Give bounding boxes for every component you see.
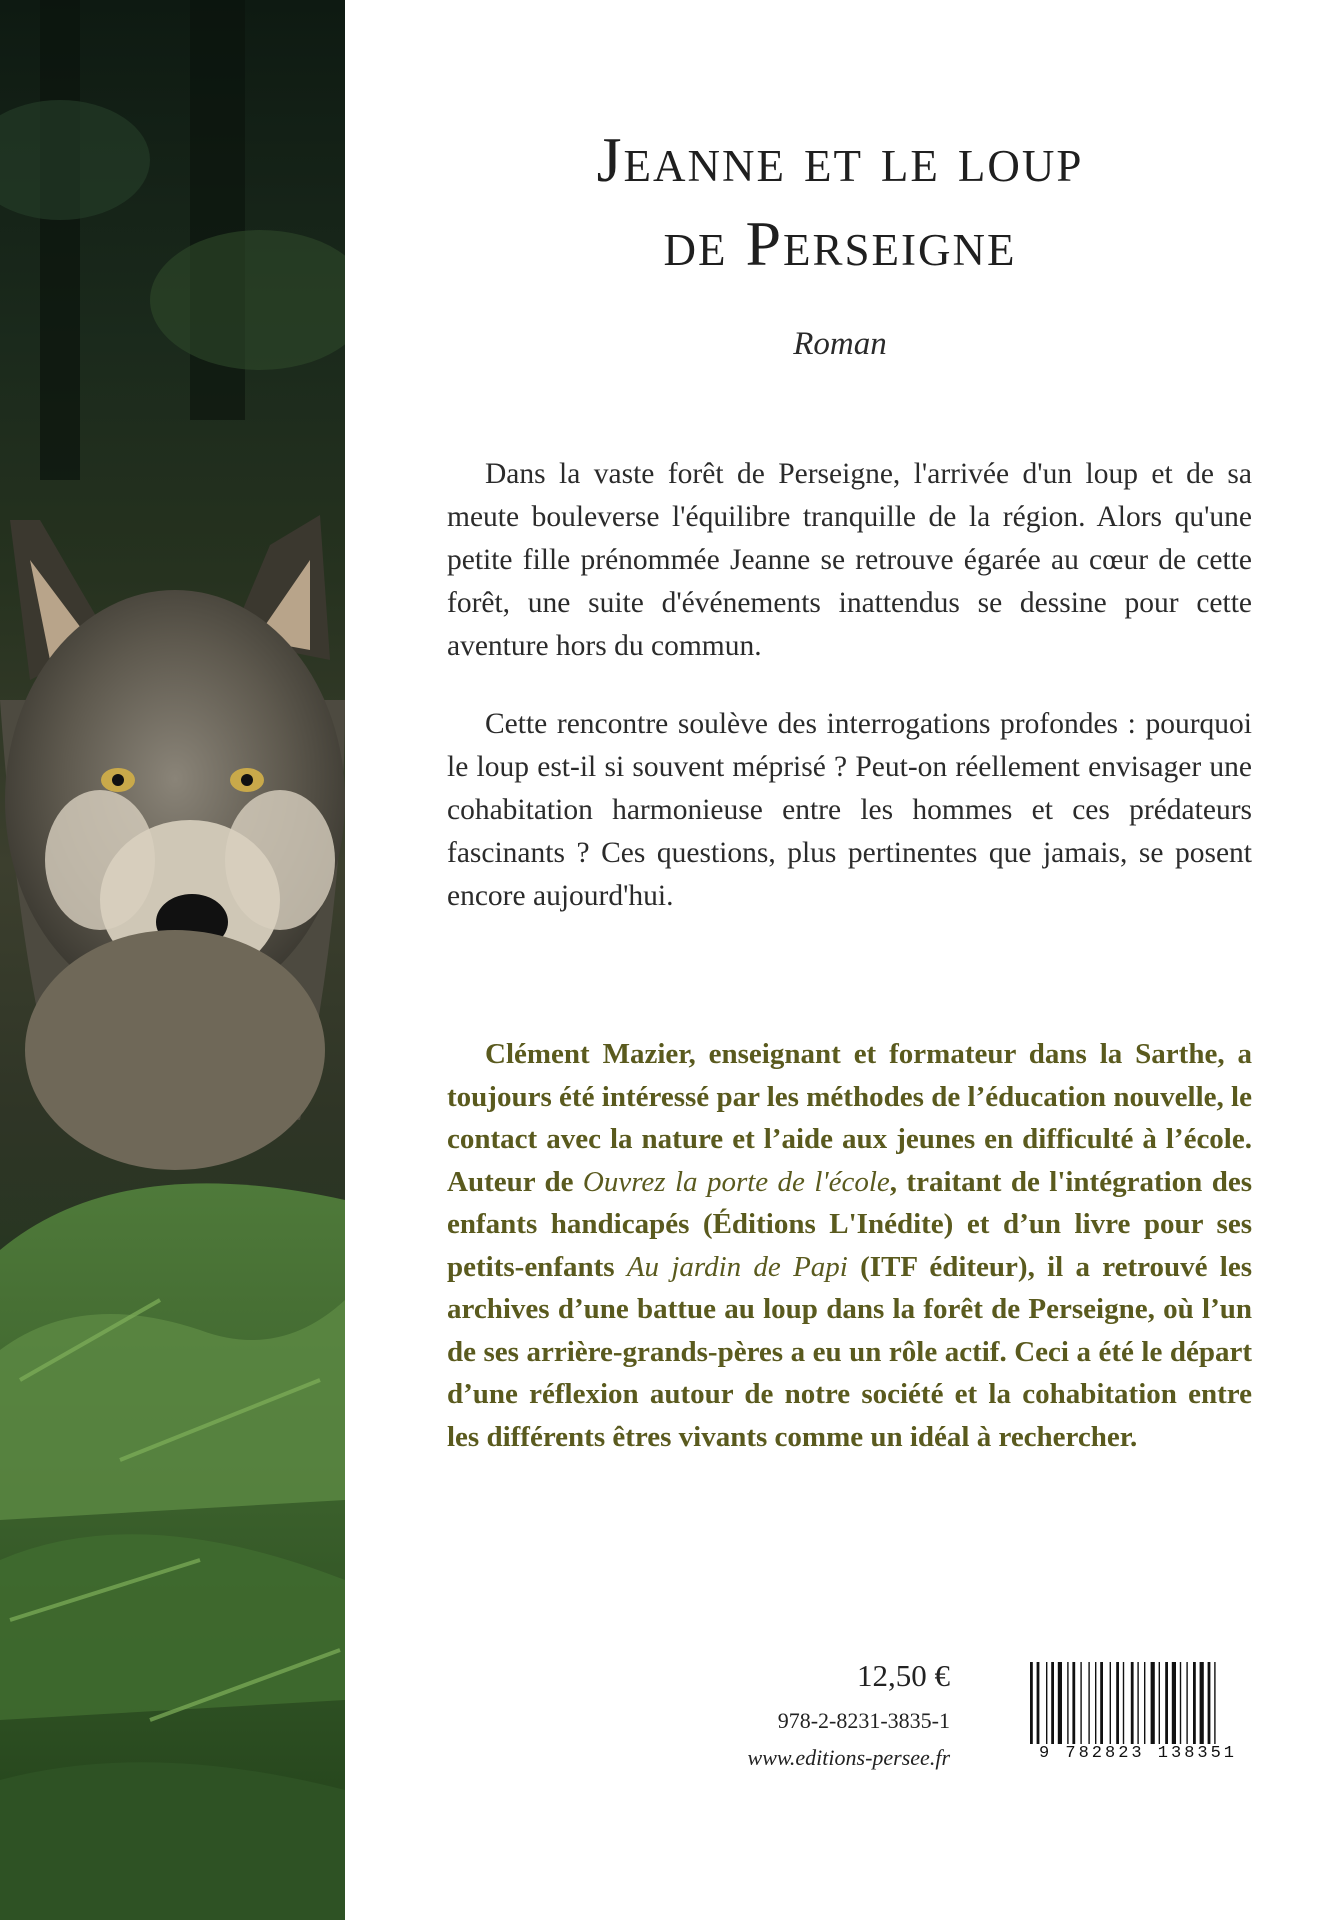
bio-book-title-1: Ouvrez la porte de l'école <box>582 1165 890 1198</box>
bio-text-3: (ITF éditeur), il a retrouvé les archives d’une battue au loup dans la forêt de Perseigne, où l’un de ses arrière-grands-pères a eu un rôle actif. Ceci a été le départ d’une réflexion autour de notre société et la cohabitation entre les différents êtres vivants comme un idéal à rechercher. <box>447 1250 1252 1453</box>
bio-book-title-2: Au jardin de Papi <box>626 1250 848 1283</box>
wolf-illustration <box>0 0 345 1920</box>
back-cover-text-area <box>345 0 1340 1920</box>
title-line-2: de Perseigne <box>663 208 1017 279</box>
price: 12,50 € <box>857 1658 950 1693</box>
isbn: 978-2-8231-3835-1 <box>777 1708 950 1733</box>
summary-paragraph-2: Cette rencontre soulève des interrogations profondes : pourquoi le loup est-il si souvent méprisé ? Peut-on réellement envisager une cohabitation harmonieuse entre les hommes et ces prédateurs fascinants ? Ces questions, plus pertinentes que jamais, se posent encore aujourd'hui. <box>447 708 1252 912</box>
summary-paragraph-1: Dans la vaste forêt de Perseigne, l'arrivée d'un loup et de sa meute bouleverse l'équilibre tranquille de la région. Alors qu'une petite fille prénommée Jeanne se retrouve égarée au cœur de cette forêt, une suite d'événements inattendus se dessine pour cette aventure hors du commun. <box>447 458 1252 662</box>
bio-text-1: Clément Mazier, enseignant et formateur dans la Sarthe, a toujours été intéressé par les méthodes de l’éducation nouvelle, le contact avec la nature et l’aide aux jeunes en difficulté à l’école. Auteur de <box>447 1038 1252 1198</box>
title-line-1: Jeanne et le loup <box>596 124 1084 195</box>
bio-text-2: , traitant de l'intégration des enfants handicapés (Éditions L'Inédite) et d’un livre pour ses petits-enfants <box>447 1165 1252 1283</box>
author-biography <box>447 1033 1252 1458</box>
book-title <box>405 118 1275 286</box>
genre-label: Roman <box>793 326 887 362</box>
wolf-forest-photo <box>0 0 345 1920</box>
barcode-digits: 9 782823 138351 <box>1022 1744 1254 1763</box>
publisher-website: www.editions-persee.fr <box>747 1745 950 1770</box>
